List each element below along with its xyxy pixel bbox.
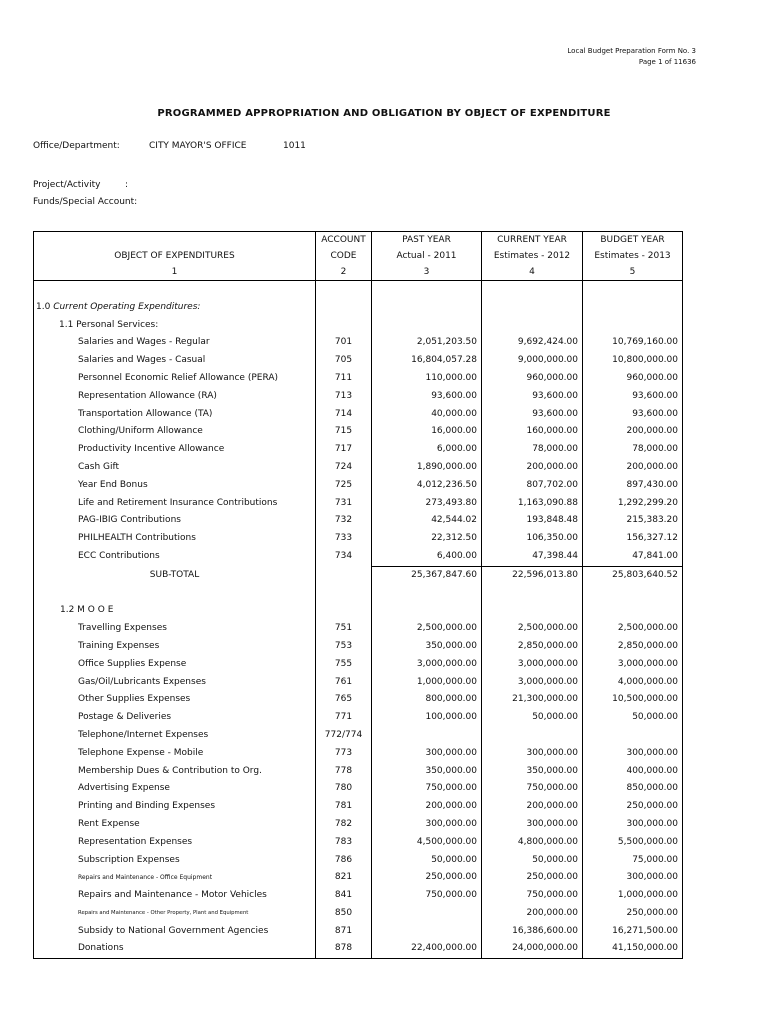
current-year-value: 4,800,000.00 <box>482 834 583 852</box>
office-label: Office/Department: <box>33 141 120 151</box>
past-year-value: 6,400.00 <box>372 548 482 566</box>
table-row <box>34 620 683 638</box>
item-name: ECC Contributions <box>34 548 316 566</box>
past-year-value: 4,500,000.00 <box>372 834 482 852</box>
subsection-label: 1.2 M O O E <box>34 602 316 620</box>
funds-row <box>33 197 137 207</box>
past-year-value: 6,000.00 <box>372 441 482 459</box>
current-year-value: 807,702.00 <box>482 477 583 495</box>
past-year-value: 200,000.00 <box>372 798 482 816</box>
current-year-value: 21,300,000.00 <box>482 691 583 709</box>
budget-year-value: 215,383.20 <box>583 512 683 530</box>
subtotal-row <box>34 566 683 584</box>
table-row <box>34 495 683 513</box>
account-code: 780 <box>316 780 372 798</box>
current-year-value: 106,350.00 <box>482 530 583 548</box>
budget-year-value: 400,000.00 <box>583 763 683 781</box>
header-cell: 5 <box>583 264 683 281</box>
item-name: Other Supplies Expenses <box>34 691 316 709</box>
account-code: 871 <box>316 923 372 941</box>
header-cell: Estimates - 2013 <box>583 248 683 264</box>
table-row <box>34 780 683 798</box>
past-year-value: 22,312.50 <box>372 530 482 548</box>
item-name: Training Expenses <box>34 638 316 656</box>
current-year-value: 16,386,600.00 <box>482 923 583 941</box>
current-year-value: 960,000.00 <box>482 370 583 388</box>
budget-year-value: 200,000.00 <box>583 423 683 441</box>
page-number: Page 1 of 11636 <box>638 58 696 66</box>
expenditure-table <box>33 231 683 959</box>
past-year-value: 2,500,000.00 <box>372 620 482 638</box>
spacer-cell <box>372 585 482 603</box>
empty-cell <box>372 602 482 620</box>
current-year-value: 3,000,000.00 <box>482 674 583 692</box>
current-year-value: 3,000,000.00 <box>482 656 583 674</box>
past-year-value: 750,000.00 <box>372 887 482 905</box>
account-code: 724 <box>316 459 372 477</box>
spacer-cell <box>583 585 683 603</box>
budget-year-value: 300,000.00 <box>583 816 683 834</box>
item-name: Advertising Expense <box>34 780 316 798</box>
past-year-value: 800,000.00 <box>372 691 482 709</box>
budget-year-value: 5,500,000.00 <box>583 834 683 852</box>
subsection-row <box>34 602 683 620</box>
table-row <box>34 656 683 674</box>
item-name: Productivity Incentive Allowance <box>34 441 316 459</box>
budget-year-value: 1,000,000.00 <box>583 887 683 905</box>
current-year-value: 93,600.00 <box>482 406 583 424</box>
project-label: Project/Activity <box>33 180 101 190</box>
past-year-value: 100,000.00 <box>372 709 482 727</box>
past-year-value <box>372 923 482 941</box>
current-year-value: 200,000.00 <box>482 798 583 816</box>
account-code: 753 <box>316 638 372 656</box>
table-row <box>34 548 683 566</box>
table-row <box>34 638 683 656</box>
header-cell: BUDGET YEAR <box>583 232 683 249</box>
table-row <box>34 334 683 352</box>
past-year-value: 4,012,236.50 <box>372 477 482 495</box>
past-year-value: 1,890,000.00 <box>372 459 482 477</box>
account-code: 878 <box>316 940 372 958</box>
account-code: 783 <box>316 834 372 852</box>
budget-year-value: 2,500,000.00 <box>583 620 683 638</box>
item-name: Salaries and Wages - Casual <box>34 352 316 370</box>
account-code: 732 <box>316 512 372 530</box>
account-code: 773 <box>316 745 372 763</box>
current-year-value: 160,000.00 <box>482 423 583 441</box>
table-row <box>34 370 683 388</box>
past-year-value: 300,000.00 <box>372 745 482 763</box>
item-name: Telephone/Internet Expenses <box>34 727 316 745</box>
item-name: Repairs and Maintenance - Office Equipment <box>34 869 316 887</box>
table-header <box>34 232 683 281</box>
spacer-row <box>34 281 683 299</box>
past-year-value: 42,544.02 <box>372 512 482 530</box>
header-cell: 1 <box>34 264 316 281</box>
item-name: Postage & Deliveries <box>34 709 316 727</box>
table-row <box>34 940 683 958</box>
subsection-label: 1.1 Personal Services: <box>34 317 316 335</box>
office-code: 1011 <box>283 141 306 151</box>
section-row <box>34 299 683 317</box>
current-year-value: 47,398.44 <box>482 548 583 566</box>
project-colon: : <box>125 180 129 190</box>
project-row <box>33 180 128 190</box>
header-cell: Estimates - 2012 <box>482 248 583 264</box>
table-row <box>34 709 683 727</box>
budget-year-value: 41,150,000.00 <box>583 940 683 958</box>
table-row <box>34 477 683 495</box>
budget-year-value <box>583 727 683 745</box>
budget-year-value: 1,292,299.20 <box>583 495 683 513</box>
office-name: CITY MAYOR'S OFFICE <box>149 141 247 151</box>
past-year-value: 2,051,203.50 <box>372 334 482 352</box>
current-year-value: 300,000.00 <box>482 745 583 763</box>
current-year-value: 2,850,000.00 <box>482 638 583 656</box>
form-number: Local Budget Preparation Form No. 3 <box>567 47 696 55</box>
past-year-value: 750,000.00 <box>372 780 482 798</box>
header-cell: PAST YEAR <box>372 232 482 249</box>
account-code: 850 <box>316 905 372 923</box>
account-code: 771 <box>316 709 372 727</box>
budget-year-value: 50,000.00 <box>583 709 683 727</box>
account-code: 711 <box>316 370 372 388</box>
budget-year-value: 3,000,000.00 <box>583 656 683 674</box>
past-year-value: 273,493.80 <box>372 495 482 513</box>
past-year-value: 300,000.00 <box>372 816 482 834</box>
budget-year-value: 250,000.00 <box>583 905 683 923</box>
budget-year-value: 156,327.12 <box>583 530 683 548</box>
item-name: Subsidy to National Government Agencies <box>34 923 316 941</box>
table-row <box>34 512 683 530</box>
spacer-cell <box>316 585 372 603</box>
account-code: 765 <box>316 691 372 709</box>
item-name: Year End Bonus <box>34 477 316 495</box>
account-code: 772/774 <box>316 727 372 745</box>
item-name: Representation Expenses <box>34 834 316 852</box>
account-code: 714 <box>316 406 372 424</box>
current-year-value: 2,500,000.00 <box>482 620 583 638</box>
account-code: 733 <box>316 530 372 548</box>
header-cell: 4 <box>482 264 583 281</box>
table-row <box>34 905 683 923</box>
spacer-cell <box>34 585 316 603</box>
account-code: 705 <box>316 352 372 370</box>
current-year-value: 750,000.00 <box>482 780 583 798</box>
table-row <box>34 816 683 834</box>
table-row <box>34 423 683 441</box>
table-body <box>34 281 683 959</box>
budget-year-value: 10,500,000.00 <box>583 691 683 709</box>
item-name: Rent Expense <box>34 816 316 834</box>
item-name: Repairs and Maintenance - Motor Vehicles <box>34 887 316 905</box>
current-year-value: 9,692,424.00 <box>482 334 583 352</box>
current-year-value: 193,848.48 <box>482 512 583 530</box>
subsection-row <box>34 317 683 335</box>
item-name: Printing and Binding Expenses <box>34 798 316 816</box>
subtotal-code <box>316 566 372 584</box>
account-code: 701 <box>316 334 372 352</box>
item-name: Office Supplies Expense <box>34 656 316 674</box>
past-year-value: 22,400,000.00 <box>372 940 482 958</box>
form-reference <box>567 46 696 68</box>
budget-year-value: 75,000.00 <box>583 852 683 870</box>
item-name: Personnel Economic Relief Allowance (PERA) <box>34 370 316 388</box>
current-year-value: 750,000.00 <box>482 887 583 905</box>
spacer-cell <box>482 585 583 603</box>
table-row <box>34 923 683 941</box>
section-prefix: 1.0 <box>36 301 54 312</box>
account-code: 734 <box>316 548 372 566</box>
current-year-value: 300,000.00 <box>482 816 583 834</box>
item-name: Donations <box>34 940 316 958</box>
past-year-value <box>372 905 482 923</box>
item-name: Subscription Expenses <box>34 852 316 870</box>
past-year-value: 93,600.00 <box>372 388 482 406</box>
budget-year-value: 200,000.00 <box>583 459 683 477</box>
item-name: Life and Retirement Insurance Contributions <box>34 495 316 513</box>
past-year-value: 110,000.00 <box>372 370 482 388</box>
past-year-value <box>372 727 482 745</box>
budget-year-value: 850,000.00 <box>583 780 683 798</box>
account-code: 725 <box>316 477 372 495</box>
current-year-value: 250,000.00 <box>482 869 583 887</box>
table-row <box>34 459 683 477</box>
current-year-value: 24,000,000.00 <box>482 940 583 958</box>
budget-year-value: 47,841.00 <box>583 548 683 566</box>
office-row <box>33 141 306 151</box>
table-row <box>34 852 683 870</box>
account-code: 786 <box>316 852 372 870</box>
past-year-value: 3,000,000.00 <box>372 656 482 674</box>
past-year-value: 250,000.00 <box>372 869 482 887</box>
past-year-value: 1,000,000.00 <box>372 674 482 692</box>
budget-year-value: 300,000.00 <box>583 745 683 763</box>
table-row <box>34 727 683 745</box>
current-year-value: 200,000.00 <box>482 905 583 923</box>
subtotal-budget: 25,803,640.52 <box>583 566 683 584</box>
budget-year-value: 93,600.00 <box>583 388 683 406</box>
current-year-value: 1,163,090.88 <box>482 495 583 513</box>
table-row <box>34 388 683 406</box>
table-row <box>34 798 683 816</box>
account-code: 755 <box>316 656 372 674</box>
current-year-value: 9,000,000.00 <box>482 352 583 370</box>
budget-year-value: 300,000.00 <box>583 869 683 887</box>
past-year-value: 40,000.00 <box>372 406 482 424</box>
table-row <box>34 691 683 709</box>
empty-cell <box>316 602 372 620</box>
item-name: Travelling Expenses <box>34 620 316 638</box>
budget-year-value: 2,850,000.00 <box>583 638 683 656</box>
table-row <box>34 869 683 887</box>
table-row <box>34 887 683 905</box>
table-row <box>34 763 683 781</box>
table-row <box>34 834 683 852</box>
header-cell: 2 <box>316 264 372 281</box>
budget-year-value: 960,000.00 <box>583 370 683 388</box>
subtotal-label: SUB-TOTAL <box>34 566 316 584</box>
budget-year-value: 250,000.00 <box>583 798 683 816</box>
past-year-value: 350,000.00 <box>372 763 482 781</box>
account-code: 751 <box>316 620 372 638</box>
subtotal-past: 25,367,847.60 <box>372 566 482 584</box>
item-name: Representation Allowance (RA) <box>34 388 316 406</box>
current-year-value: 200,000.00 <box>482 459 583 477</box>
empty-cell <box>583 602 683 620</box>
header-cell: 3 <box>372 264 482 281</box>
past-year-value: 50,000.00 <box>372 852 482 870</box>
budget-year-value: 10,800,000.00 <box>583 352 683 370</box>
header-cell: CURRENT YEAR <box>482 232 583 249</box>
account-code: 778 <box>316 763 372 781</box>
account-code: 713 <box>316 388 372 406</box>
current-year-value: 50,000.00 <box>482 852 583 870</box>
budget-year-value: 78,000.00 <box>583 441 683 459</box>
table-row <box>34 674 683 692</box>
table-row <box>34 352 683 370</box>
budget-year-value: 16,271,500.00 <box>583 923 683 941</box>
spacer-row <box>34 585 683 603</box>
item-name: Repairs and Maintenance - Other Property, Plant and Equipment <box>34 905 316 923</box>
account-code: 761 <box>316 674 372 692</box>
section-title: Current Operating Expenditures: <box>53 301 201 312</box>
item-name: PAG-IBIG Contributions <box>34 512 316 530</box>
item-name: Salaries and Wages - Regular <box>34 334 316 352</box>
account-code: 717 <box>316 441 372 459</box>
account-code: 841 <box>316 887 372 905</box>
current-year-value <box>482 727 583 745</box>
header-cell <box>34 232 316 249</box>
funds-label: Funds/Special Account: <box>33 197 138 207</box>
current-year-value: 50,000.00 <box>482 709 583 727</box>
account-code: 782 <box>316 816 372 834</box>
item-name: Gas/Oil/Lubricants Expenses <box>34 674 316 692</box>
budget-year-value: 4,000,000.00 <box>583 674 683 692</box>
table-row <box>34 530 683 548</box>
empty-cell <box>482 602 583 620</box>
account-code: 821 <box>316 869 372 887</box>
subtotal-current: 22,596,013.80 <box>482 566 583 584</box>
table-row <box>34 406 683 424</box>
header-cell: ACCOUNT <box>316 232 372 249</box>
item-name: Transportation Allowance (TA) <box>34 406 316 424</box>
current-year-value: 350,000.00 <box>482 763 583 781</box>
account-code: 731 <box>316 495 372 513</box>
current-year-value: 78,000.00 <box>482 441 583 459</box>
item-name: Clothing/Uniform Allowance <box>34 423 316 441</box>
header-cell: Actual - 2011 <box>372 248 482 264</box>
past-year-value: 16,804,057.28 <box>372 352 482 370</box>
item-name: PHILHEALTH Contributions <box>34 530 316 548</box>
item-name: Telephone Expense - Mobile <box>34 745 316 763</box>
table-row <box>34 745 683 763</box>
header-cell: CODE <box>316 248 372 264</box>
item-name: Membership Dues & Contribution to Org. <box>34 763 316 781</box>
header-cell: OBJECT OF EXPENDITURES <box>34 248 316 264</box>
budget-year-value: 10,769,160.00 <box>583 334 683 352</box>
table-row <box>34 441 683 459</box>
budget-year-value: 93,600.00 <box>583 406 683 424</box>
past-year-value: 350,000.00 <box>372 638 482 656</box>
current-year-value: 93,600.00 <box>482 388 583 406</box>
page-title: PROGRAMMED APPROPRIATION AND OBLIGATION BY OBJECT OF EXPENDITURE <box>157 108 611 119</box>
account-code: 781 <box>316 798 372 816</box>
account-code: 715 <box>316 423 372 441</box>
item-name: Cash Gift <box>34 459 316 477</box>
section-label <box>34 299 316 317</box>
budget-year-value: 897,430.00 <box>583 477 683 495</box>
past-year-value: 16,000.00 <box>372 423 482 441</box>
